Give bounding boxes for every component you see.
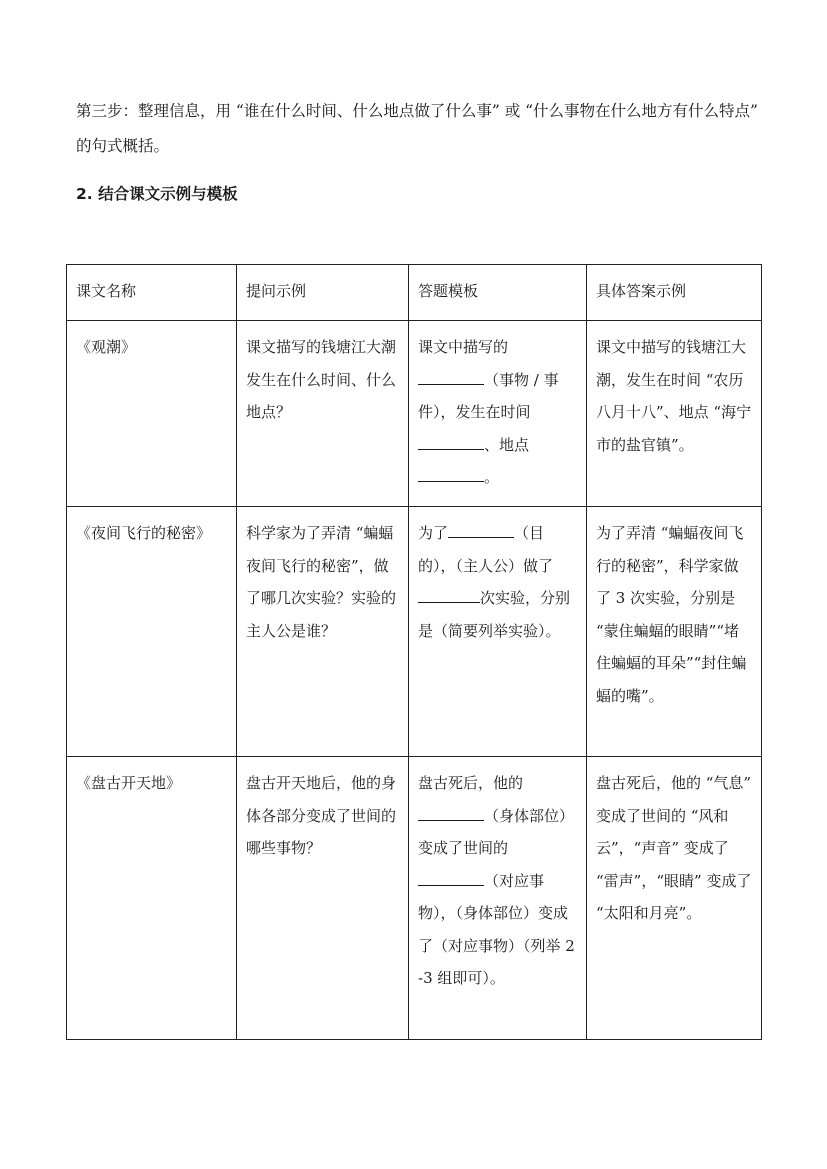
fill-blank-line	[418, 802, 484, 821]
fill-blank-line	[448, 519, 514, 538]
table-row	[67, 507, 762, 757]
fill-blank-line	[418, 463, 484, 482]
template-text: 为了	[418, 524, 449, 542]
section-heading: 2. 结合课文示例与模板	[76, 185, 238, 203]
template-cell	[409, 507, 587, 757]
table-row	[67, 321, 762, 507]
fill-blank-line	[418, 431, 484, 450]
fill-blank-line	[418, 584, 480, 603]
fill-blank-line	[418, 867, 484, 886]
answer-cell: 为了弄清 “蝙蝠夜间飞行的秘密”，科学家做了 3 次实验，分别是 “蒙住蝙蝠的眼睛”“堵住蝙蝠的耳朵”“封住蝙蝠的嘴”。	[587, 507, 762, 757]
table-header-row	[67, 265, 762, 321]
fill-blank-line	[418, 366, 484, 385]
lesson-template-table	[66, 264, 762, 1040]
template-text: 次实验，分别是（简要列举实验）。	[418, 589, 571, 640]
header-answer-template: 答题模板	[409, 265, 587, 321]
question-cell: 盘古开天地后，他的身体各部分变成了世间的哪些事物？	[237, 757, 409, 1040]
template-text: 。	[484, 468, 500, 486]
question-cell: 课文描写的钱塘江大潮发生在什么时间、什么地点？	[237, 321, 409, 507]
question-cell: 科学家为了弄清 “蝙蝠夜间飞行的秘密”，做了哪几次实验？实验的主人公是谁？	[237, 507, 409, 757]
template-text: 盘古死后，他的	[418, 774, 524, 792]
header-answer-example: 具体答案示例	[587, 265, 762, 321]
template-text: 、地点	[484, 435, 530, 454]
table-row	[67, 757, 762, 1040]
lesson-title-cell: 《观潮》	[67, 321, 237, 507]
template-text: 课文中描写的	[418, 338, 509, 356]
template-cell	[409, 321, 587, 507]
template-cell	[409, 757, 587, 1040]
template-text: （目的），（主人公）做了	[418, 524, 554, 575]
lesson-title-cell: 《夜间飞行的秘密》	[67, 507, 237, 757]
template-text: （身体部位）变成了世间的	[418, 806, 575, 857]
answer-cell: 课文中描写的钱塘江大潮，发生在时间 “农历八月十八”、地点 “海宁市的盐官镇”。	[587, 321, 762, 507]
header-lesson-name: 课文名称	[67, 265, 237, 321]
lesson-title-cell: 《盘古开天地》	[67, 757, 237, 1040]
answer-cell: 盘古死后，他的 “气息” 变成了世间的 “风和云”，“声音” 变成了 “雷声”，“眼睛” 变成了 “太阳和月亮”。	[587, 757, 762, 1040]
template-text: （事物 / 事件），发生在时间	[418, 370, 559, 421]
header-question-example: 提问示例	[237, 265, 409, 321]
step3-paragraph: 第三步：整理信息，用 “谁在什么时间、什么地点做了什么事” 或 “什么事物在什么地方有什么特点” 的句式概括。	[76, 102, 758, 155]
template-text: （对应事物），（身体部位）变成了（对应事物）（列举 2-3 组即可）。	[418, 871, 575, 987]
